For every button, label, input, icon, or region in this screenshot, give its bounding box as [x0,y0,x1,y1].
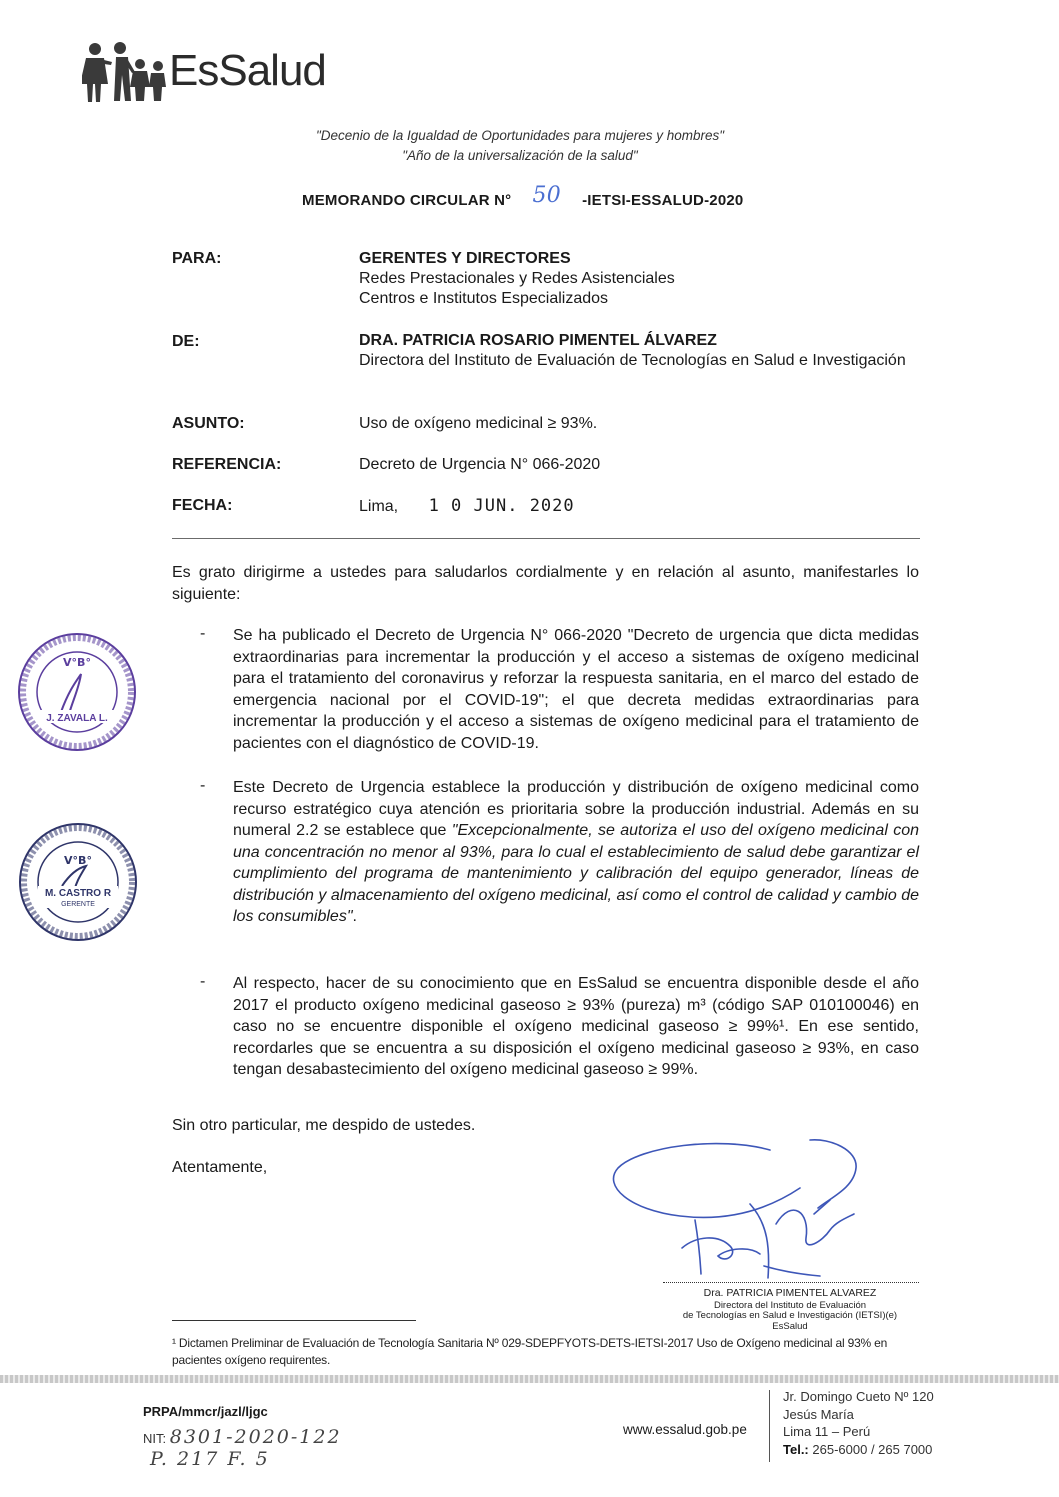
closing-line: Sin otro particular, me despido de ustedes. [172,1117,476,1134]
para-line-3: Centros e Institutos Especializados [359,290,609,307]
stamp2-vobo: V°B° [64,854,92,867]
memo-number-handwritten: 50 [532,183,561,208]
signature-line [663,1282,919,1283]
item-2-text: Este Decreto de Urgencia establece la producción y distribución de oxígeno medicinal como recurso estratégico cuya atención es prioritaria sobre la producción industrial. Además en su numeral 2.2 se establece que [233,779,919,839]
header-divider [172,538,920,539]
bullet-3: - [200,973,206,990]
stamp1-name: J. ZAVALA L. [46,713,108,724]
memo-title [302,183,744,211]
item-1-paragraph: Se ha publicado el Decreto de Urgencia N° 066-2020 "Decreto de urgencia que dicta medidas extraordinarias para incrementar la producción y el acceso a sistemas de oxígeno medicinal para el tratamiento del coronavirus y reforzar la respuesta sanitaria, en el marco del estado de emergencia nacional por el COVID-19"; el que decreta medidas extraordinarias para incrementar la producción y el acceso a sistemas de oxígeno medicinal para el tratamiento de pacientes con el diagnóstico de COVID-19. [233,627,919,752]
slogan-year: "Año de la universalización de la salud" [402,148,638,163]
phone-line [783,1441,934,1459]
stamp1-vobo: V°B° [63,656,91,669]
family-figures-icon [82,40,170,104]
stamp2-role: GERENTE [61,901,95,908]
fecha-value [359,496,575,517]
slogan-decade: "Decenio de la Igualdad de Oportunidades para mujeres y hombres" [315,128,725,143]
regards-line: Atentamente, [172,1159,268,1176]
item-2-paragraph [233,777,919,928]
approval-stamp-castro [16,820,140,944]
phone-value: 265-6000 / 265 7000 [812,1441,933,1457]
nit-handwritten-value: 8301-2020-122 [169,1426,342,1448]
memo-title-suffix: -IETSI-ESSALUD-2020 [582,192,744,209]
de-name: DRA. PATRICIA ROSARIO PIMENTEL ÁLVAREZ [359,332,717,349]
address-line-2: Jesús María [783,1406,854,1422]
fecha-place: Lima, [359,498,399,515]
fecha-label: FECHA: [172,497,233,514]
address-line-3: Lima 11 – Perú [783,1424,871,1439]
de-value [359,331,920,371]
essalud-logo-text: EsSalud [169,46,326,95]
footnote-text: ¹ Dictamen Preliminar de Evaluación de Tecnología Sanitaria Nº 029-SDEPFYOTS-DETS-IETSI-2017 Uso de Oxígeno medicinal al 93% en pacientes oxígeno requirentes. [172,1336,888,1367]
para-value [359,249,675,309]
handwritten-signature [600,1128,880,1288]
item-3-paragraph: Al respecto, hacer de su conocimiento que en EsSalud se encuentra disponible desde el año 2017 el producto oxígeno medicinal gaseoso ≥ 93% (pureza) m³ (código SAP 010100046) en caso no se encuentre disponible el oxígeno medicinal gaseoso ≥ 99%¹. En ese sentido, recordarles que se encuentra a su disposición el oxígeno medicinal gaseoso ≥ 93%, en caso tengan desabastecimiento del oxígeno medicinal gaseoso ≥ 99%. [233,975,919,1078]
referencia-value: Decreto de Urgencia N° 066-2020 [359,456,601,473]
signer-org: EsSalud [772,1321,808,1332]
phone-label: Tel.: [783,1441,809,1457]
item-2-end: . [352,908,357,925]
bullet-1: - [200,625,206,642]
asunto-label: ASUNTO: [172,415,245,432]
asunto-value: Uso de oxígeno medicinal ≥ 93%. [359,415,598,432]
essalud-logo [82,40,342,104]
nit-label: NIT: [143,1431,167,1446]
footer-vertical-divider [769,1390,770,1462]
de-role: Directora del Instituto de Evaluación de Tecnologías en Salud e Investigación [359,352,906,369]
website-link[interactable]: www.essalud.gob.pe [623,1422,747,1437]
bullet-2: - [200,777,206,794]
stamp2-name: M. CASTRO R [44,888,112,899]
signer-role-line-1: Directora del Instituto de Evaluación [713,1300,867,1311]
de-label: DE: [172,333,200,350]
signer-role-line-2: de Tecnologías en Salud e Investigación (IETSI)(e) [682,1310,898,1321]
footnote-divider [172,1320,416,1321]
scan-band-divider [0,1375,1059,1383]
para-line-2: Redes Prestacionales y Redes Asistenciales [359,270,675,287]
address-line-1: Jr. Domingo Cueto Nº 120 [783,1389,934,1404]
approval-stamp-zavala [15,630,139,754]
handwritten-page-note: P. 217 F. 5 [150,1448,270,1470]
intro-paragraph: Es grato dirigirme a ustedes para saludarlos cordialmente y en relación al asunto, manifestarles lo siguiente: [172,564,919,603]
item-2-quote: "Excepcionalmente, se autoriza el uso del oxígeno medicinal con una concentración no menor al 93%, para lo cual el establecimiento de salud debe garantizar el cumplimiento del programa de mantenimiento y calibración del equipo generador, líneas de distribución y almacenamiento del oxígeno medicinal, así como el control de calidad y cambio de los consumibles" [233,822,920,925]
referencia-label: REFERENCIA: [172,456,282,473]
para-label: PARA: [172,250,222,267]
fecha-date-stamp: 1 0 JUN. 2020 [428,496,575,516]
signer-name: Dra. PATRICIA PIMENTEL ALVAREZ [703,1287,877,1299]
nit-line [143,1426,342,1448]
para-recipient: GERENTES Y DIRECTORES [359,250,571,267]
reference-initials: PRPA/mmcr/jazl/ljgc [143,1404,268,1419]
address-block [783,1388,934,1458]
memo-title-prefix: MEMORANDO CIRCULAR N° [302,192,512,209]
